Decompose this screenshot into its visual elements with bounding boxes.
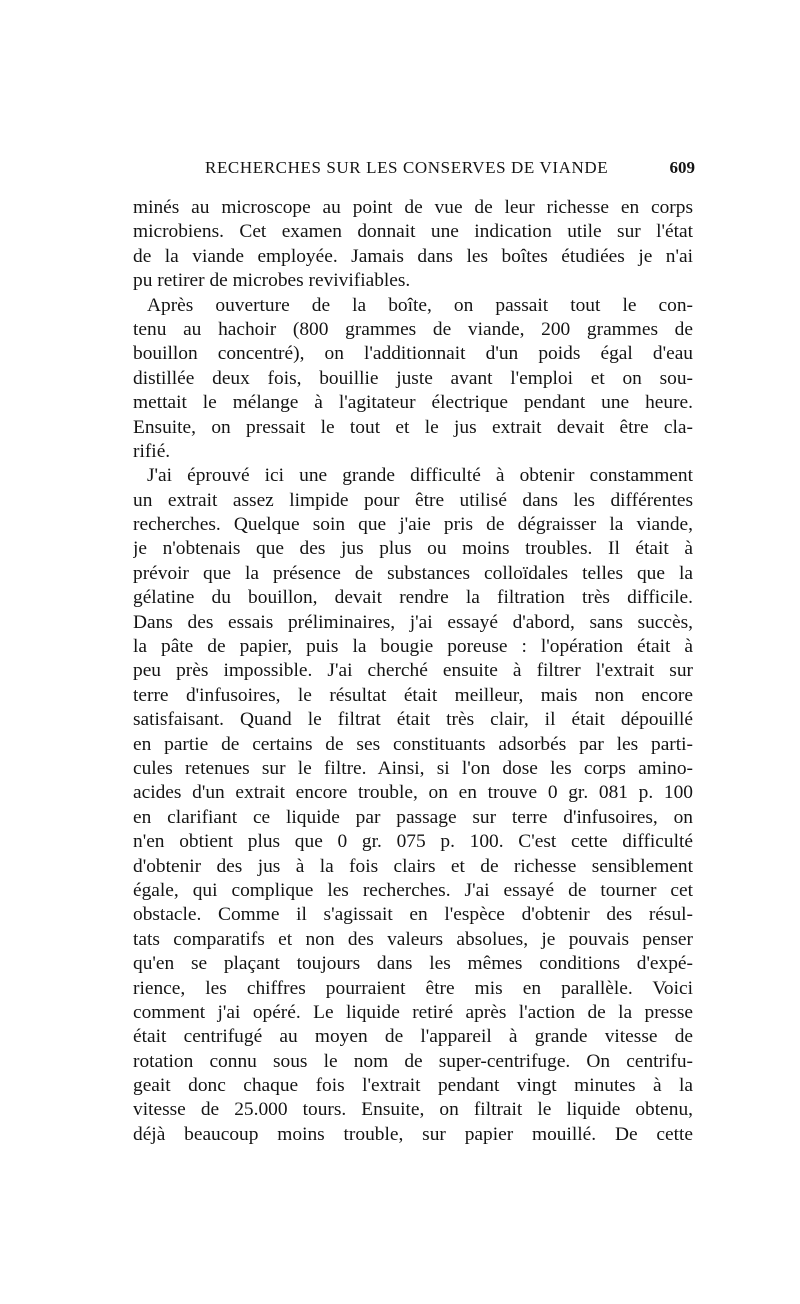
text-line: tats comparatifs et non des valeurs absolues, je pouvais penser — [133, 928, 693, 950]
text-line: acides d'un extrait encore trouble, on en trouve 0 gr. 081 p. 100 — [133, 782, 693, 804]
text-line: microbiens. Cet examen donnait une indication utile sur l'état — [133, 221, 693, 243]
text-line: un extrait assez limpide pour être utilisé dans les différentes — [133, 489, 693, 511]
text-line: gélatine du bouillon, devait rendre la filtration très difficile. — [133, 587, 693, 609]
text-line: de la viande employée. Jamais dans les boîtes étudiées je n'ai — [133, 245, 693, 267]
text-line: cules retenues sur le filtre. Ainsi, si l'on dose les corps amino- — [133, 757, 693, 779]
text-line: recherches. Quelque soin que j'aie pris de dégraisser la viande, — [133, 514, 693, 536]
text-line: en clarifiant ce liquide par passage sur terre d'infusoires, on — [133, 806, 693, 828]
text-line: déjà beaucoup moins trouble, sur papier mouillé. De cette — [133, 1123, 693, 1145]
text-line: terre d'infusoires, le résultat était meilleur, mais non encore — [133, 684, 693, 706]
text-line: rience, les chiffres pourraient être mis en parallèle. Voici — [133, 977, 693, 999]
text-line: mettait le mélange à l'agitateur électrique pendant une heure. — [133, 392, 693, 414]
text-line: minés au microscope au point de vue de leur richesse en corps — [133, 197, 693, 218]
text-line: rotation connu sous le nom de super-centrifuge. On centrifu- — [133, 1050, 693, 1072]
text-line: la pâte de papier, puis la bougie poreuse : l'opération était à — [133, 636, 693, 658]
text-line: était centrifugé au moyen de l'appareil à grande vitesse de — [133, 1026, 693, 1048]
text-line: prévoir que la présence de substances colloïdales telles que la — [133, 562, 693, 584]
text-line: en partie de certains de ses constituants adsorbés par les parti- — [133, 733, 693, 755]
text-line: peu près impossible. J'ai cherché ensuite à filtrer l'extrait sur — [133, 660, 693, 682]
text-line: Ensuite, on pressait le tout et le jus extrait devait être cla- — [133, 416, 693, 438]
text-line: rifié. — [133, 440, 171, 462]
page-number: 609 — [669, 158, 695, 177]
text-line: J'ai éprouvé ici une grande difficulté à obtenir constamment — [147, 465, 693, 487]
text-line: obstacle. Comme il s'agissait en l'espèce d'obtenir des résul- — [133, 904, 693, 926]
text-line: Dans des essais préliminaires, j'ai essayé d'abord, sans succès, — [133, 611, 693, 633]
running-head — [135, 158, 695, 188]
text-line: qu'en se plaçant toujours dans les mêmes conditions d'expé- — [133, 953, 693, 975]
text-line: bouillon concentré), on l'additionnait d'un poids égal d'eau — [133, 343, 693, 365]
text-line: tenu au hachoir (800 grammes de viande, 200 grammes de — [133, 318, 693, 340]
text-line: je n'obtenais que des jus plus ou moins troubles. Il était à — [133, 538, 693, 560]
text-line: satisfaisant. Quand le filtrat était très clair, il était dépouillé — [133, 709, 693, 731]
text-line: comment j'ai opéré. Le liquide retiré après l'action de la presse — [133, 1001, 693, 1023]
running-title: RECHERCHES SUR LES CONSERVES DE VIANDE — [205, 158, 609, 177]
text-line: vitesse de 25.000 tours. Ensuite, on filtrait le liquide obtenu, — [133, 1099, 693, 1121]
text-line: pu retirer de microbes revivifiables. — [133, 270, 411, 292]
body-text — [133, 196, 693, 1147]
text-line: d'obtenir des jus à la fois clairs et de richesse sensiblement — [133, 855, 693, 877]
text-line: distillée deux fois, bouillie juste avant l'emploi et on sou- — [133, 367, 693, 389]
text-line: n'en obtient plus que 0 gr. 075 p. 100. C'est cette difficulté — [133, 831, 693, 853]
text-line: égale, qui complique les recherches. J'ai essayé de tourner cet — [133, 879, 693, 901]
text-line: geait donc chaque fois l'extrait pendant vingt minutes à la — [133, 1075, 693, 1097]
text-line: Après ouverture de la boîte, on passait tout le con- — [147, 294, 693, 316]
